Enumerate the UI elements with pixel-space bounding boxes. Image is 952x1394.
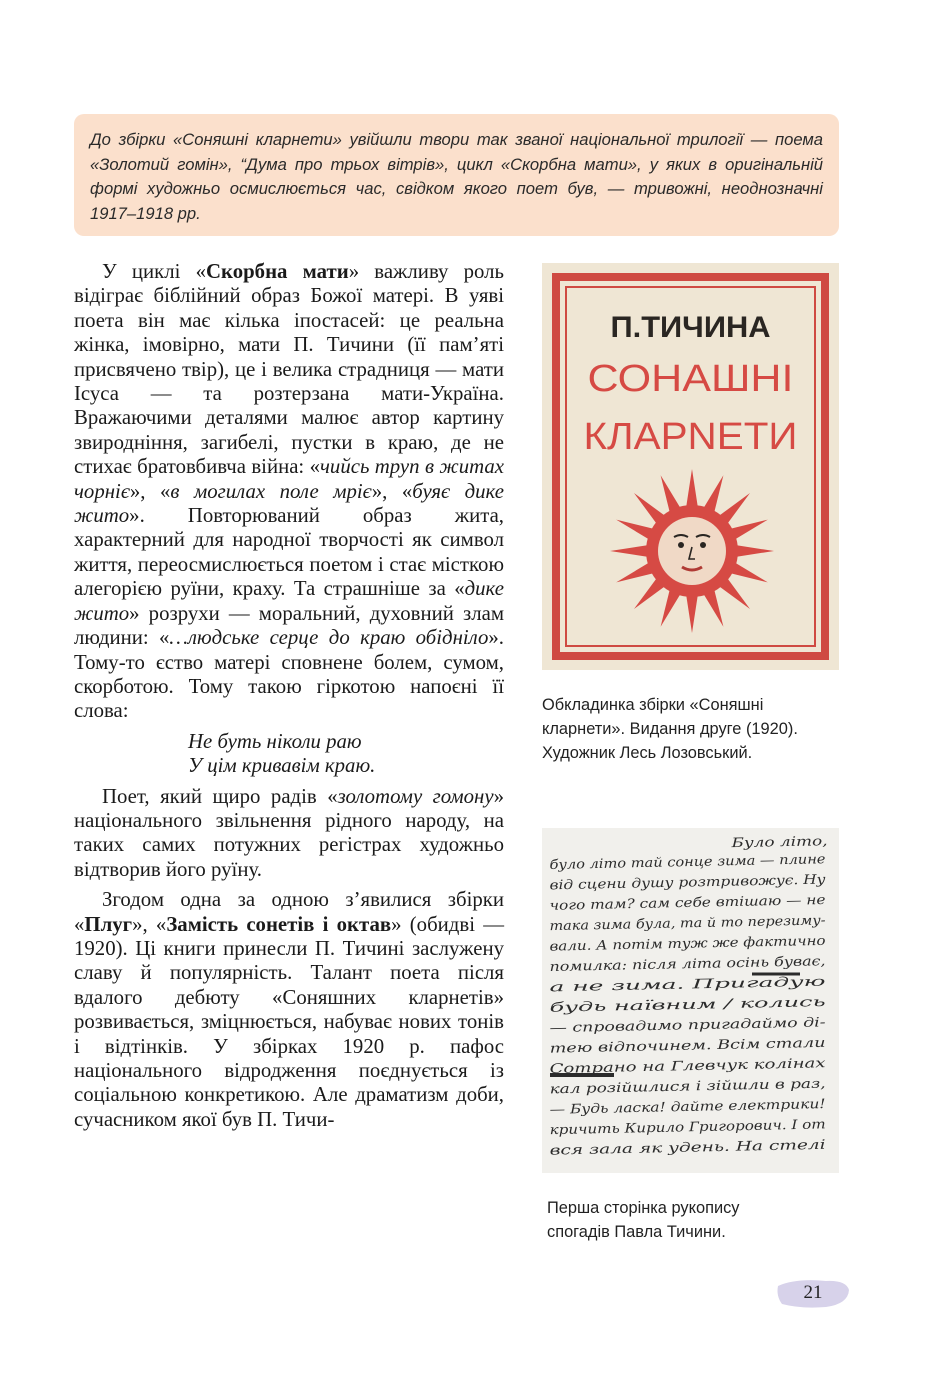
- manuscript-image: [542, 828, 839, 1173]
- paragraph-3: [74, 888, 504, 1132]
- paragraph-2: [74, 785, 504, 883]
- text-run: » (обидві — 1920). Ці книги принесли П. Тичині заслужену славу й популярність. Талант поета після вдалого дебюту «Соняшних кларнетів» розвивається, зміцнюється, набуває нових тонів і відтінків. У збірках 1920 р. пафос національного відродження поєднується із соціальною конкретикою. Але драматизм доби, сучасником якої був П. Тичи-: [74, 912, 505, 1131]
- manuscript-line: вся зала як удень. На стелі: [549, 1139, 744, 1159]
- manuscript-line: Сотрано на Глевчук колінах: [549, 1057, 749, 1077]
- main-text-column: [74, 260, 504, 1132]
- manuscript-line: вали. А потім туж же фактично: [549, 934, 788, 955]
- manuscript-line: тею відпочинем. Всім стали: [549, 1037, 754, 1057]
- manuscript-line: кал розійшлися і зійшли в раз,: [549, 1077, 763, 1098]
- paragraph-1: [74, 260, 504, 724]
- text-run: » важливу роль відіграє біблійний образ Божої матері. В уяві поета він має кілька іпостасей: це реальна жінка, імовірно, мати П. Тичини (її пам’яті присвячено твір), це і велика страдниця — мати Ісуса — та розтерзана мати-Україна. Вражаючими деталями малює автор картину звиродніння, загибелі, пустки в краю, де не стихає братовбивча війна: «: [74, 260, 504, 479]
- text-run: », «: [132, 912, 167, 936]
- quote: золотому гомону: [337, 784, 494, 808]
- manuscript-line: така зима була, та й то перезиму-: [549, 913, 799, 935]
- caption-line: Перша сторінка рукопису: [547, 1199, 740, 1217]
- poem-line: Не буть ніколи раю: [188, 729, 362, 753]
- intro-text: До збірки «Соняшні кларнети» увійшли твори так званої національної трилогії — поема «Золотий гомін», “Дума про трьох вітрів», цикл «Скорбна мати», у яких в оригінальній формі художньо осмислюється час, свідком якого поет був, — тривожні, неоднозначні 1917–1918 рр.: [90, 130, 823, 223]
- manuscript-line: було літо тай сонце зима — плине: [549, 852, 796, 873]
- caption-line: Обкладинка збірки «Соняшні: [542, 696, 764, 714]
- text-run: Згодом одна за одною з’явилися збірки «: [74, 888, 504, 936]
- manuscript-caption: [547, 1196, 847, 1244]
- poem-line: У цім кривавім краю.: [188, 754, 376, 778]
- caption-line: Художник Лесь Лозовський.: [542, 744, 753, 762]
- text-run: ». Тому-то єство матері сповнене болем, сумом, скорботою. Тому такою гіркотою напоєні її слова:: [74, 626, 504, 723]
- manuscript-line: чого там? сам себе втішаю — не: [549, 893, 784, 914]
- manuscript-line: будь наївним / колись: [549, 997, 700, 1016]
- text-run: Поет, який щиро радів «: [102, 784, 338, 808]
- cover-caption: [542, 693, 842, 765]
- manuscript-line: а не зима. Пригадую: [549, 977, 694, 996]
- poem-quote: [188, 730, 504, 779]
- caption-line: кларнети». Видання друге (1920).: [542, 720, 798, 738]
- sun-emblem: [610, 469, 774, 633]
- manuscript-line: кричить Кирило Григорович. І от: [549, 1118, 788, 1139]
- manuscript-line: від сцени душу розтривожує. Ну: [549, 873, 784, 894]
- quote: буяє дике жито: [74, 479, 504, 528]
- caption-line: спогадів Павла Тичини.: [547, 1223, 726, 1241]
- text-run: » розрухи — моральний, духовний злам людини: «: [74, 601, 504, 650]
- cover-author: П.ТИЧИНА: [610, 311, 771, 344]
- manuscript-line: помилка: після літа осінь буває,: [549, 955, 777, 975]
- sun-eye-right: [700, 542, 706, 548]
- bold-title: Плуг: [84, 912, 133, 936]
- text-run: », «: [129, 479, 171, 503]
- sun-face: [658, 517, 726, 585]
- manuscript-line: — Будь ласка! дайте електрики!: [549, 1097, 782, 1118]
- cover-title-line-1: СОНАШНІ: [587, 358, 794, 400]
- book-cover-image: [542, 263, 839, 670]
- sun-eye-left: [678, 542, 684, 548]
- bold-title: Скорбна мати: [205, 260, 349, 283]
- manuscript-line: Було літо,: [731, 834, 806, 852]
- page-number: 21: [803, 1282, 823, 1303]
- text-run: », «: [371, 479, 413, 503]
- manuscript-line: — спровадимо пригадаймо ді-: [549, 1016, 757, 1037]
- page-number-badge: [776, 1276, 850, 1310]
- bold-title: Замість сонетів і октав: [166, 912, 392, 936]
- intro-callout: [74, 114, 839, 236]
- quote: …людське серце до краю обідніло: [169, 626, 489, 650]
- quote: чийсь труп в житах чорніє: [74, 455, 504, 503]
- cover-title-line-2: КЛАРNЕТИ: [583, 416, 798, 458]
- quote: дике жито: [74, 577, 504, 625]
- text-run: ». Повторюваний образ жита, характерний для народної творчості як символ життя, переосмислюється поетом і стає місткою алегорією руїни, краху. Та страшніше за «: [74, 504, 504, 601]
- quote: в могилах поле мріє: [170, 479, 372, 503]
- text-run: » національного звільнення рідного народу, на таких самих потужних регістрах художньо відтворив його руїну.: [74, 784, 504, 881]
- text-run: У циклі «: [102, 260, 206, 283]
